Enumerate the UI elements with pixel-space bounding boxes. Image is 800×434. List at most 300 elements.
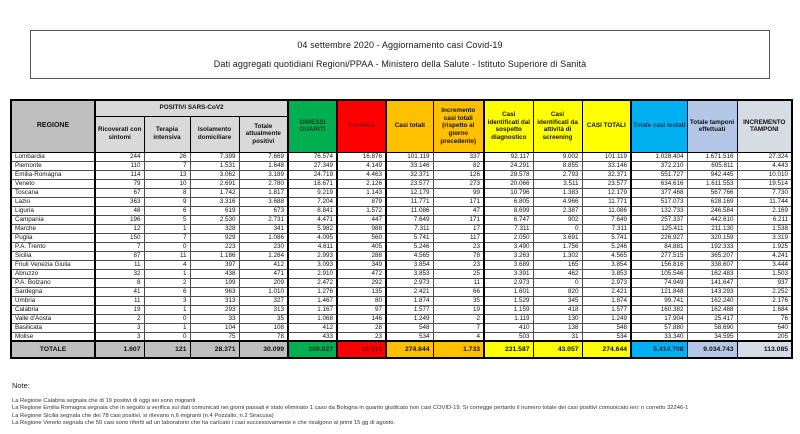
totale-row (11, 341, 792, 358)
data-value-cell: 7 (144, 233, 190, 242)
data-value-cell: 143.293 (687, 287, 737, 296)
data-value-cell: 5 (144, 215, 190, 224)
header-terapia-intensiva: Terapia intensiva (144, 116, 190, 152)
region-name: Piemonte (11, 161, 95, 170)
data-value-cell: 3.688 (239, 197, 288, 206)
data-value-cell: 6 (144, 206, 190, 215)
header-sospetto-diagnostico: Casi identificati dal sospetto diagnostico (484, 100, 533, 152)
header-isolamento: Isolamento domiciliare (190, 116, 239, 152)
data-value-cell: 76.574 (288, 152, 337, 161)
data-value-cell: 1.119 (484, 314, 533, 323)
header-totale-positivi: Totale attualmente positivi (239, 116, 288, 152)
data-value-cell: 8.841 (288, 206, 337, 215)
data-value-cell: 1.925 (737, 242, 792, 251)
data-value-cell: 0 (144, 242, 190, 251)
data-value-cell: 146 (337, 314, 386, 323)
totale-value-cell: 209.027 (288, 341, 337, 358)
data-value-cell: 3.854 (582, 260, 631, 269)
data-value-cell: 7 (433, 323, 484, 332)
data-value-cell: 1.302 (533, 251, 582, 260)
data-value-cell: 1.529 (484, 296, 533, 305)
data-value-cell: 349 (337, 260, 386, 269)
data-value-cell: 605.811 (687, 161, 737, 170)
data-value-cell: 337 (433, 152, 484, 161)
data-value-cell: 2.910 (288, 269, 337, 278)
data-value-cell: 32.371 (386, 170, 433, 179)
data-value-cell: 6.747 (484, 215, 533, 224)
note-line: La Regione Emilia Romagna segnala che in seguito a verifica sui dati comunicati nei giorni passati è stato eliminato 1 caso da Bologna in quanto giudicato non casi COVID-19. Si corregge pertanto il numero totale dei casi positivi comunicato ieri: n corretto 32246-1 (12, 405, 689, 412)
bulletin-subtitle: Dati aggregati quotidiani Regioni/PPAA - Ministero della Salute - Istituto Superiore di Sanità (213, 59, 587, 69)
totale-value-cell: 35.518 (337, 341, 386, 358)
data-value-cell: 7.669 (239, 152, 288, 161)
data-value-cell: 2.973 (386, 278, 433, 287)
data-value-cell: 1.531 (190, 161, 239, 170)
table-row (11, 152, 792, 161)
data-value-cell: 101.119 (386, 152, 433, 161)
data-value-cell: 338.607 (687, 260, 737, 269)
table-row (11, 224, 792, 233)
data-value-cell: 397 (190, 260, 239, 269)
data-value-cell: 293 (190, 305, 239, 314)
data-value-cell: 82 (433, 161, 484, 170)
data-value-cell: 929 (190, 233, 239, 242)
data-value-cell: 2.169 (737, 206, 792, 215)
data-value-cell: 226.927 (631, 233, 687, 242)
data-value-cell: 162.240 (687, 296, 737, 305)
data-value-cell: 3.511 (533, 179, 582, 188)
data-value-cell: 3.263 (484, 251, 533, 260)
data-value-cell: 2.973 (582, 278, 631, 287)
data-value-cell: 365.207 (687, 251, 737, 260)
data-value-cell: 138 (533, 323, 582, 332)
data-value-cell: 4.095 (288, 233, 337, 242)
data-value-cell: 4.471 (288, 215, 337, 224)
region-name: Marche (11, 224, 95, 233)
data-value-cell: 67 (95, 188, 144, 197)
data-value-cell: 372.210 (631, 161, 687, 170)
data-value-cell: 4 (144, 260, 190, 269)
data-value-cell: 405 (337, 242, 386, 251)
data-value-cell: 879 (337, 197, 386, 206)
data-value-cell: 2.050 (484, 233, 533, 242)
data-value-cell: 47 (433, 206, 484, 215)
data-value-cell: 66 (433, 287, 484, 296)
data-value-cell: 442.610 (687, 215, 737, 224)
data-value-cell: 341 (239, 224, 288, 233)
table-body (11, 152, 792, 358)
data-value-cell: 230 (239, 242, 288, 251)
data-value-cell: 135 (337, 287, 386, 296)
data-value-cell: 820 (533, 287, 582, 296)
data-value-cell: 17.904 (631, 314, 687, 323)
data-value-cell: 320.159 (687, 233, 737, 242)
data-value-cell: 92.117 (484, 152, 533, 161)
data-value-cell: 1.467 (288, 296, 337, 305)
data-value-cell: 2 (95, 314, 144, 323)
data-value-cell: 313 (239, 305, 288, 314)
data-value-cell: 75 (190, 332, 239, 341)
data-value-cell: 33 (190, 314, 239, 323)
data-value-cell: 6.211 (737, 215, 792, 224)
data-value-cell: 412 (288, 323, 337, 332)
data-value-cell: 165 (533, 260, 582, 269)
region-name: P.A. Trento (11, 242, 95, 251)
region-name: Basilicata (11, 323, 95, 332)
data-value-cell: 640 (737, 323, 792, 332)
data-value-cell: 84.881 (631, 242, 687, 251)
data-value-cell: 1.503 (737, 269, 792, 278)
region-name: Friuli Venezia Giulia (11, 260, 95, 269)
table-row (11, 179, 792, 188)
data-value-cell: 313 (190, 296, 239, 305)
table-row (11, 269, 792, 278)
data-value-cell: 2.780 (239, 179, 288, 188)
data-value-cell: 130 (533, 314, 582, 323)
data-value-cell: 1 (144, 269, 190, 278)
data-value-cell: 345 (533, 296, 582, 305)
data-value-cell: 902 (533, 215, 582, 224)
data-value-cell: 1.383 (533, 188, 582, 197)
table-row (11, 305, 792, 314)
data-value-cell: 24.719 (288, 170, 337, 179)
data-value-cell: 2.993 (288, 251, 337, 260)
data-value-cell: 2 (144, 278, 190, 287)
data-value-cell: 78 (239, 332, 288, 341)
table-row (11, 161, 792, 170)
data-value-cell: 1.572 (337, 206, 386, 215)
data-value-cell: 503 (484, 332, 533, 341)
data-value-cell: 273 (433, 179, 484, 188)
data-value-cell: 19 (95, 305, 144, 314)
data-value-cell: 3.490 (484, 242, 533, 251)
covid-data-table (10, 99, 793, 359)
data-value-cell: 79 (95, 179, 144, 188)
region-name: Campania (11, 215, 95, 224)
notes-list (12, 398, 792, 428)
data-value-cell: 105.546 (631, 269, 687, 278)
data-value-cell: 26 (144, 152, 190, 161)
data-value-cell: 32 (95, 269, 144, 278)
data-value-cell: 412 (239, 260, 288, 269)
data-value-cell: 33.146 (386, 161, 433, 170)
data-value-cell: 7.311 (582, 224, 631, 233)
data-value-cell: 3.444 (737, 260, 792, 269)
data-value-cell: 5.246 (582, 242, 631, 251)
data-value-cell: 3.319 (737, 233, 792, 242)
data-value-cell: 1 (144, 323, 190, 332)
data-value-cell: 48 (95, 206, 144, 215)
data-value-cell: 58.690 (687, 323, 737, 332)
data-value-cell: 548 (386, 323, 433, 332)
data-value-cell: 2.421 (386, 287, 433, 296)
data-value-cell: 2.793 (533, 170, 582, 179)
data-value-cell: 328 (190, 224, 239, 233)
data-value-cell: 76 (737, 314, 792, 323)
data-value-cell: 1.577 (582, 305, 631, 314)
data-value-cell: 4.611 (288, 242, 337, 251)
data-value-cell: 1.671.516 (687, 152, 737, 161)
data-value-cell: 363 (95, 197, 144, 206)
header-casi-totali-2: CASI TOTALI (582, 100, 631, 152)
data-value-cell: 3.854 (386, 260, 433, 269)
totale-value-cell: 30.099 (239, 341, 288, 358)
header-ricoverati: Ricoverati con sintomi (95, 116, 144, 152)
table-row (11, 242, 792, 251)
data-value-cell: 3.689 (484, 260, 533, 269)
data-value-cell: 171 (433, 197, 484, 206)
data-value-cell: 438 (190, 269, 239, 278)
data-value-cell: 2.176 (737, 296, 792, 305)
data-value-cell: 121.848 (631, 287, 687, 296)
data-value-cell: 199 (190, 278, 239, 287)
totale-value-cell: 121 (144, 341, 190, 358)
data-value-cell: 4.565 (386, 251, 433, 260)
data-value-cell: 24.291 (484, 161, 533, 170)
data-value-cell: 7.649 (386, 215, 433, 224)
data-value-cell: 108 (239, 323, 288, 332)
data-value-cell: 4.463 (337, 170, 386, 179)
header-casi-totali: Casi totali (386, 100, 433, 152)
data-value-cell: 942.445 (687, 170, 737, 179)
data-value-cell: 447 (337, 215, 386, 224)
data-value-cell: 3.691 (533, 233, 582, 242)
region-name: Calabria (11, 305, 95, 314)
data-value-cell: 377.468 (631, 188, 687, 197)
data-value-cell: 10.010 (737, 170, 792, 179)
data-value-cell: 0 (533, 224, 582, 233)
data-value-cell: 7 (144, 161, 190, 170)
data-value-cell: 1.068 (288, 314, 337, 323)
data-value-cell: 1.167 (288, 305, 337, 314)
data-value-cell: 10.796 (484, 188, 533, 197)
data-value-cell: 35 (239, 314, 288, 323)
data-value-cell: 57.880 (631, 323, 687, 332)
data-value-cell: 1.538 (737, 224, 792, 233)
data-value-cell: 99 (433, 188, 484, 197)
data-value-cell: 1.684 (737, 305, 792, 314)
data-value-cell: 634.616 (631, 179, 687, 188)
header-regione: REGIONE (11, 100, 95, 152)
data-value-cell: 2.530 (190, 215, 239, 224)
data-value-cell: 2.126 (337, 179, 386, 188)
data-value-cell: 3.189 (239, 170, 288, 179)
data-value-cell: 8 (144, 188, 190, 197)
data-value-cell: 192.333 (687, 242, 737, 251)
table-row (11, 233, 792, 242)
data-value-cell: 517.073 (631, 197, 687, 206)
data-value-cell: 31 (533, 332, 582, 341)
data-value-cell: 1.186 (190, 251, 239, 260)
data-value-cell: 125.411 (631, 224, 687, 233)
data-value-cell: 5.741 (386, 233, 433, 242)
region-name: Veneto (11, 179, 95, 188)
data-value-cell: 4.966 (533, 197, 582, 206)
data-value-cell: 11.086 (386, 206, 433, 215)
data-value-cell: 471 (239, 269, 288, 278)
data-value-cell: 3.853 (582, 269, 631, 278)
table-row (11, 260, 792, 269)
data-value-cell: 104 (190, 323, 239, 332)
data-value-cell: 462 (533, 269, 582, 278)
data-value-cell: 12 (95, 224, 144, 233)
data-value-cell: 8.699 (484, 206, 533, 215)
data-value-cell: 0 (144, 314, 190, 323)
data-value-cell: 2.472 (288, 278, 337, 287)
data-value-cell: 3 (95, 323, 144, 332)
data-value-cell: 150 (95, 233, 144, 242)
data-value-cell: 628.169 (687, 197, 737, 206)
data-value-cell: 418 (533, 305, 582, 314)
totale-value-cell: 9.034.743 (687, 341, 737, 358)
notes-label: Note: (12, 381, 30, 390)
data-value-cell: 472 (337, 269, 386, 278)
data-value-cell: 33.146 (582, 161, 631, 170)
data-value-cell: 11.086 (582, 206, 631, 215)
data-value-cell: 11 (144, 251, 190, 260)
data-value-cell: 7.649 (582, 215, 631, 224)
data-value-cell: 19 (433, 305, 484, 314)
data-value-cell: 32.371 (582, 170, 631, 179)
data-value-cell: 10 (144, 179, 190, 188)
data-value-cell: 1.611.553 (687, 179, 737, 188)
data-value-cell: 1.159 (484, 305, 533, 314)
data-value-cell: 23.577 (582, 179, 631, 188)
data-value-cell: 277.515 (631, 251, 687, 260)
data-value-cell: 4.149 (337, 161, 386, 170)
data-value-cell: 3.062 (190, 170, 239, 179)
bulletin-title-box (30, 30, 770, 79)
data-value-cell: 551.727 (631, 170, 687, 179)
data-value-cell: 3 (144, 296, 190, 305)
data-value-cell: 534 (582, 332, 631, 341)
table-row (11, 296, 792, 305)
data-value-cell: 963 (190, 287, 239, 296)
table-row (11, 188, 792, 197)
data-value-cell: 1.874 (582, 296, 631, 305)
totale-value-cell: 1.607 (95, 341, 144, 358)
data-value-cell: 11 (95, 296, 144, 305)
data-value-cell: 8.855 (533, 161, 582, 170)
data-value-cell: 3.853 (386, 269, 433, 278)
region-name: Puglia (11, 233, 95, 242)
data-value-cell: 78 (433, 251, 484, 260)
data-value-cell: 13 (144, 170, 190, 179)
note-line: La Regione Sicilia segnala che dei 78 casi positivi, si rilevano n.6 migranti (n.4 Pozzallo, n.2 Siracusa) (12, 412, 274, 419)
data-value-cell: 7.311 (386, 224, 433, 233)
data-value-cell: 80 (337, 296, 386, 305)
data-value-cell: 11.771 (386, 197, 433, 206)
data-value-cell: 101.119 (582, 152, 631, 161)
table-row (11, 278, 792, 287)
region-name: P.A. Bolzano (11, 278, 95, 287)
data-value-cell: 223 (190, 242, 239, 251)
header-tamponi: Totale tamponi effettuati (687, 100, 737, 152)
data-value-cell: 162.483 (687, 269, 737, 278)
totale-value-cell: 5.414.708 (631, 341, 687, 358)
data-value-cell: 97 (337, 305, 386, 314)
data-value-cell: 1.284 (239, 251, 288, 260)
data-value-cell: 29.578 (484, 170, 533, 179)
data-value-cell: 7.730 (737, 188, 792, 197)
data-value-cell: 1.874 (386, 296, 433, 305)
data-value-cell: 9.219 (288, 188, 337, 197)
region-name: Molise (11, 332, 95, 341)
data-value-cell: 548 (582, 323, 631, 332)
data-value-cell: 2.973 (484, 278, 533, 287)
data-value-cell: 209 (239, 278, 288, 287)
data-value-cell: 7.204 (288, 197, 337, 206)
totale-value-cell: 1.733 (433, 341, 484, 358)
data-value-cell: 23 (433, 242, 484, 251)
data-value-cell: 3 (95, 332, 144, 341)
data-value-cell: 23 (337, 332, 386, 341)
data-value-cell: 7.399 (190, 152, 239, 161)
data-value-cell: 27.349 (288, 161, 337, 170)
data-value-cell: 117 (433, 233, 484, 242)
data-value-cell: 19.514 (737, 179, 792, 188)
data-value-cell: 28 (337, 323, 386, 332)
data-value-cell: 16.876 (337, 152, 386, 161)
data-value-cell: 99.741 (631, 296, 687, 305)
data-value-cell: 23 (433, 260, 484, 269)
header-casi-testati: Totale casi testati (631, 100, 687, 152)
data-value-cell: 4.565 (582, 251, 631, 260)
data-value-cell: 126 (433, 170, 484, 179)
notes-section (12, 381, 792, 428)
data-value-cell: 560 (337, 233, 386, 242)
header-incremento-casi: Incremento casi totali (rispetto al giorno precedente) (433, 100, 484, 152)
data-value-cell: 1.028.404 (631, 152, 687, 161)
data-value-cell: 2.387 (533, 206, 582, 215)
data-value-cell: 18.671 (288, 179, 337, 188)
table-row (11, 314, 792, 323)
data-value-cell: 23.577 (386, 179, 433, 188)
data-value-cell: 1.249 (386, 314, 433, 323)
data-value-cell: 1.249 (582, 314, 631, 323)
note-line: La Regione Calabria segnala che di 19 positivi di oggi sei sono migranti (12, 398, 196, 404)
data-value-cell: 211.130 (687, 224, 737, 233)
data-value-cell: 1.577 (386, 305, 433, 314)
table-row (11, 287, 792, 296)
data-value-cell: 244 (95, 152, 144, 161)
data-value-cell: 2.731 (239, 215, 288, 224)
data-value-cell: 1.742 (190, 188, 239, 197)
data-value-cell: 7.311 (484, 224, 533, 233)
data-value-cell: 25.417 (687, 314, 737, 323)
data-value-cell: 11.771 (582, 197, 631, 206)
totale-value-cell: 231.587 (484, 341, 533, 358)
data-value-cell: 9.002 (533, 152, 582, 161)
totale-label: TOTALE (11, 341, 95, 358)
data-value-cell: 5.982 (288, 224, 337, 233)
data-value-cell: 35 (433, 296, 484, 305)
region-name: Umbria (11, 296, 95, 305)
table-row (11, 251, 792, 260)
data-value-cell: 8 (95, 278, 144, 287)
data-value-cell: 12.179 (582, 188, 631, 197)
data-value-cell: 1.086 (239, 233, 288, 242)
data-value-cell: 567.766 (687, 188, 737, 197)
data-value-cell: 4.241 (737, 251, 792, 260)
data-value-cell: 619 (190, 206, 239, 215)
data-value-cell: 1.648 (239, 161, 288, 170)
region-name: Liguria (11, 206, 95, 215)
header-dimessi-guariti: DIMESSI GUARITI (288, 100, 337, 152)
data-value-cell: 2.421 (582, 287, 631, 296)
data-value-cell: 2 (433, 314, 484, 323)
data-value-cell: 11 (433, 278, 484, 287)
header-positivi-group: POSITIVI SARS-CoV2 (95, 100, 288, 116)
